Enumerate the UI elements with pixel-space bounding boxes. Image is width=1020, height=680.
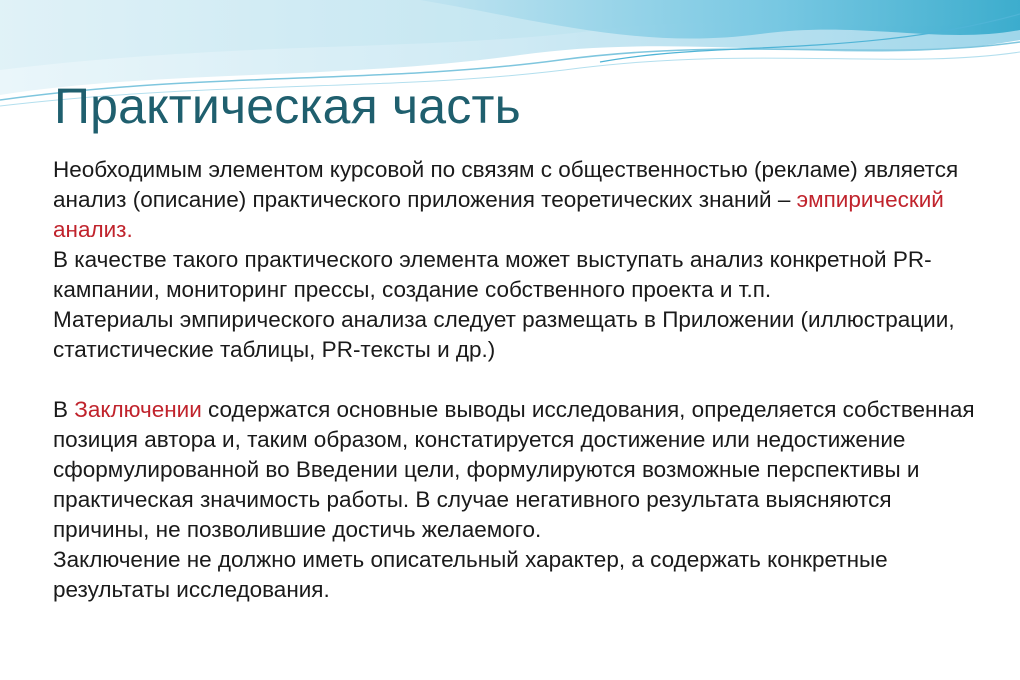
paragraph-conclusion [53,395,993,545]
paragraph-appendix: Материалы эмпирического анализа следует размещать в Приложении (иллюстрации, статистические таблицы, PR-тексты и др.) [53,307,955,362]
paragraph-examples: В качестве такого практического элемента может выступать анализ конкретной PR-кампании, мониторинг прессы, создание собственного проекта и т.п. [53,247,932,302]
slide-title: Практическая часть [54,78,521,134]
paragraph-conclusion-note: Заключение не должно иметь описательный характер, а содержать конкретные результаты исследования. [53,547,888,602]
paragraph-empirical [53,155,993,245]
highlight-conclusion: Заключении [74,397,202,422]
slide-body [53,155,993,605]
paragraph-text: Необходимым элементом курсовой по связям с общественностью (рекламе) является анализ (описание) практического приложения теоретических знаний – [53,157,959,212]
highlight-empirical-analysis: эмпирический анализ. [53,187,944,242]
paragraph-text: содержатся основные выводы исследования, определяется собственная позиция автора и, таким образом, констатируется достижение или недостижение сформулированной во Введении цели, формулируются возможные перспективы и практическая значимость работы. В случае негативного результата выясняются причины, не позволившие достичь желаемого. [53,397,975,542]
paragraph-text: В [53,397,75,422]
